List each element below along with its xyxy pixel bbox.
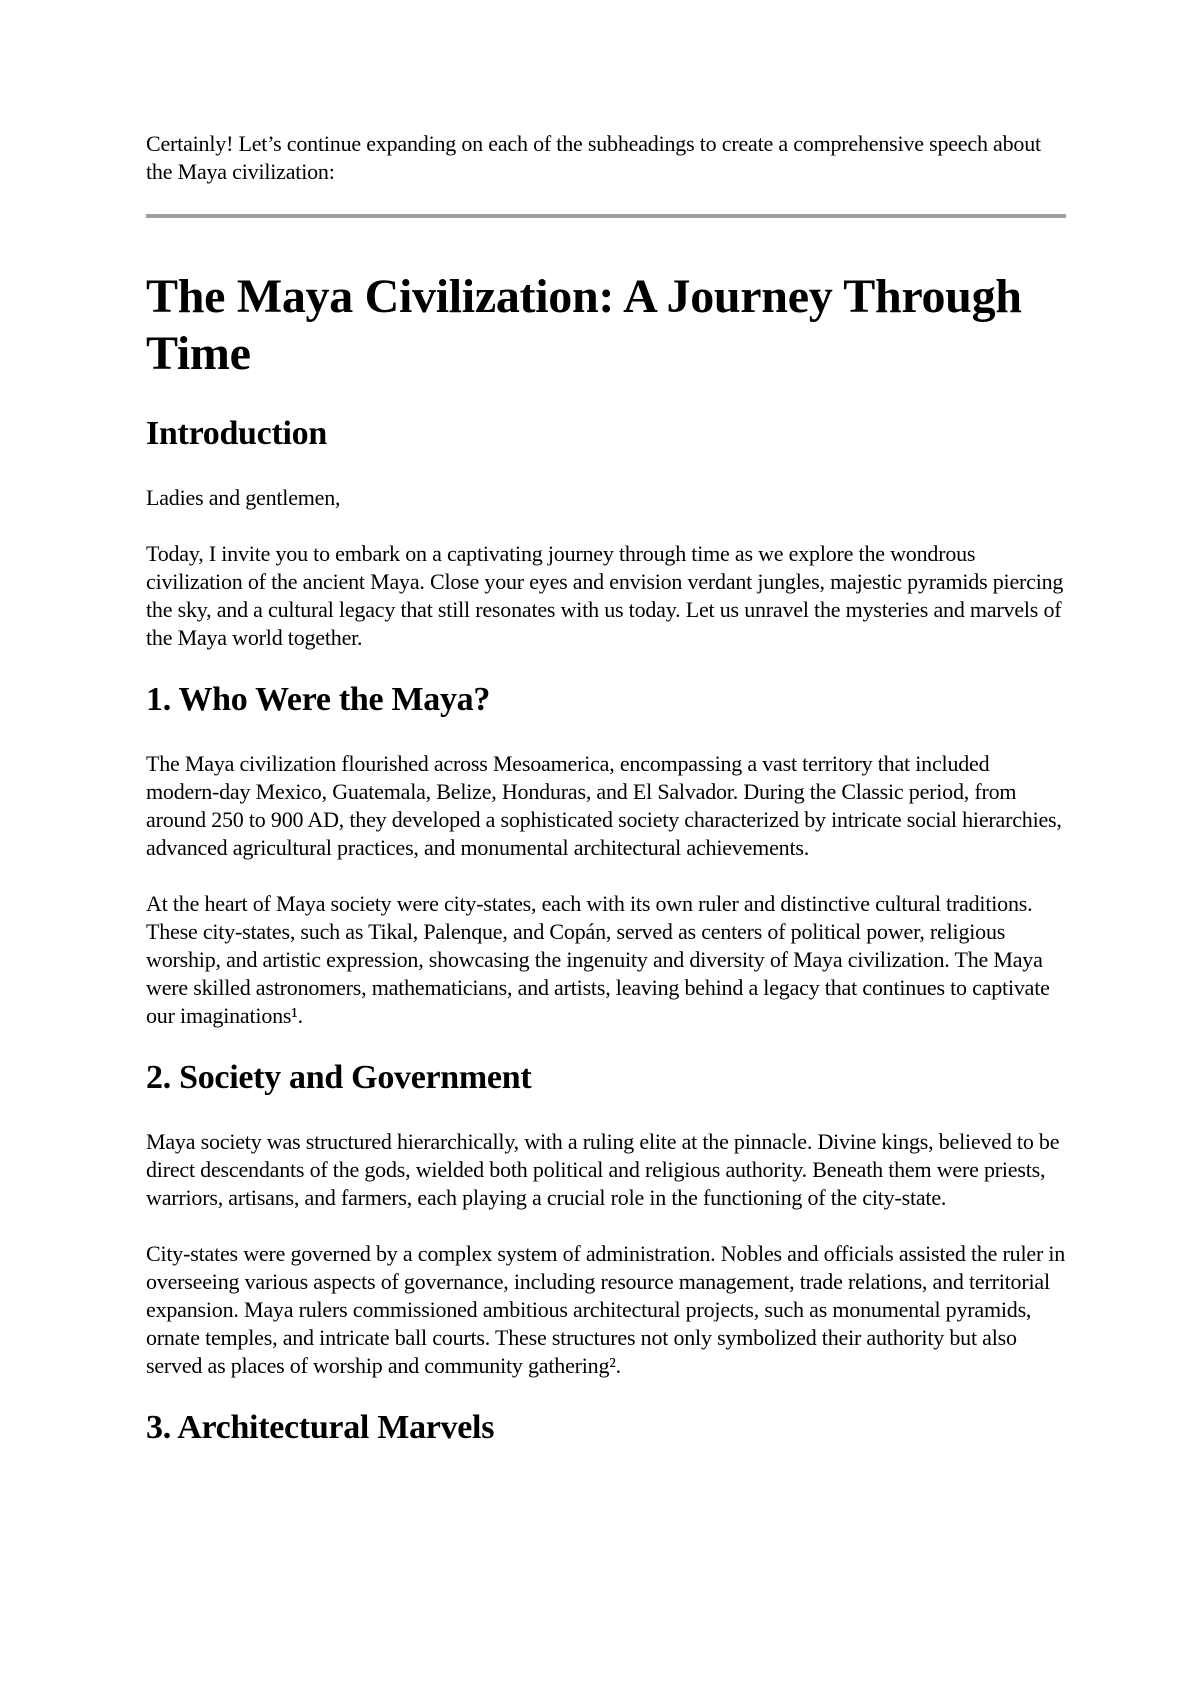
paragraph-administration: City-states were governed by a complex system of administration. Nobles and officials assisted the ruler in overseeing various aspects of governance, including resource management, trade relations, and territorial expansion. Maya rulers commissioned ambitious architectural projects, such as monumental pyramids, ornate temples, and intricate ball courts. These structures not only symbolized their authority but also served as places of worship and community gathering². [146,1241,1066,1378]
document-title: The Maya Civilization: A Journey Through Time [146,270,1022,380]
heading-society-and-government: 2. Society and Government [146,1059,532,1096]
paragraph-maya-overview: The Maya civilization flourished across Mesoamerica, encompassing a vast territory that included modern-day Mexico, Guatemala, Belize, Honduras, and El Salvador. During the Classic period, from around 250 to 900 AD, they developed a sophisticated society characterized by intricate social hierarchies, advanced agricultural practices, and monumental architectural achievements. [146,751,1062,860]
paragraph-introduction: Today, I invite you to embark on a captivating journey through time as we explore the wondrous civilization of the ancient Maya. Close your eyes and envision verdant jungles, majestic pyramids piercing the sky, and a cultural legacy that still resonates with us today. Let us unravel the mysteries and marvels of the Maya world together. [146,541,1064,650]
paragraph-hierarchy: Maya society was structured hierarchically, with a ruling elite at the pinnacle. Divine kings, believed to be direct descendants of the gods, wielded both political and religious authority. Beneath them were priests, warriors, artisans, and farmers, each playing a crucial role in the functioning of the city-state. [146,1129,1060,1210]
heading-introduction: Introduction [146,415,327,452]
heading-architectural-marvels: 3. Architectural Marvels [146,1409,495,1446]
paragraph-greeting: Ladies and gentlemen, [146,485,341,510]
document-page [146,130,1066,1478]
paragraph-city-states: At the heart of Maya society were city-states, each with its own ruler and distinctive cultural traditions. These city-states, such as Tikal, Palenque, and Copán, served as centers of political power, religious worship, and artistic expression, showcasing the ingenuity and diversity of Maya civilization. The Maya were skilled astronomers, mathematicians, and artists, leaving behind a legacy that continues to captivate our imaginations¹. [146,891,1050,1028]
intro-note: Certainly! Let’s continue expanding on each of the subheadings to create a comprehensive speech about the Maya civilization: [146,131,1041,184]
heading-who-were-the-maya: 1. Who Were the Maya? [146,681,491,718]
horizontal-divider [146,214,1066,218]
